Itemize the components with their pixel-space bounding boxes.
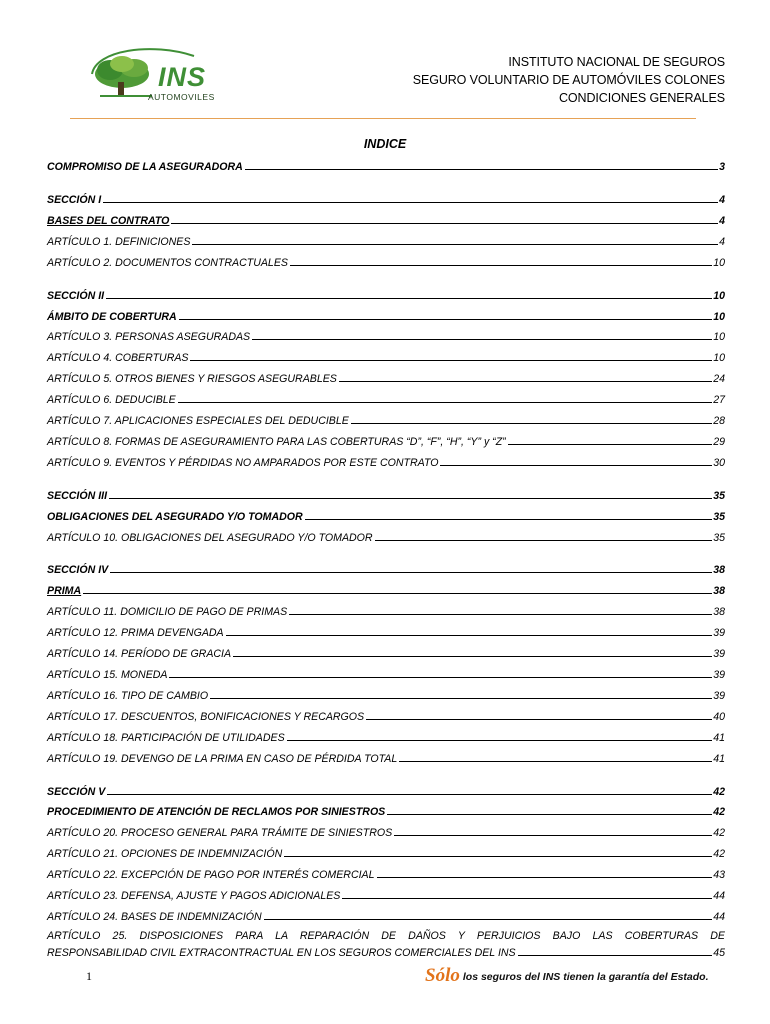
toc-entry-page: 24 — [713, 373, 725, 385]
toc-entry-label: ARTÍCULO 7. APLICACIONES ESPECIALES DEL DEDUCIBLE — [47, 415, 349, 427]
toc-entry-label: RESPONSABILIDAD CIVIL EXTRACONTRACTUAL EN LOS SEGUROS COMERCIALES DEL INS — [47, 947, 516, 959]
toc-entry-page: 38 — [713, 585, 725, 597]
toc-entry-page: 38 — [713, 606, 725, 618]
ins-logo — [82, 44, 232, 106]
toc-entry-label: ARTÍCULO 24. BASES DE INDEMNIZACIÓN — [47, 911, 262, 923]
toc-entry-label: ARTÍCULO 5. OTROS BIENES Y RIESGOS ASEGURABLES — [47, 373, 337, 385]
toc-entry-page: 4 — [719, 194, 725, 206]
toc-entry-label: COMPROMISO DE LA ASEGURADORA — [47, 161, 243, 173]
toc-entry-page: 42 — [713, 848, 725, 860]
toc-leader-line — [210, 698, 712, 699]
toc-entry-page: 45 — [713, 947, 725, 959]
toc-leader-line — [103, 202, 718, 203]
toc-entry-page: 35 — [713, 490, 725, 502]
toc-entry[interactable] — [47, 944, 725, 959]
toc-leader-line — [394, 835, 712, 836]
toc-leader-line — [178, 402, 712, 403]
toc-leader-line — [245, 169, 718, 170]
toc-entry[interactable] — [47, 233, 725, 248]
toc-entry[interactable] — [47, 687, 725, 702]
toc-leader-line — [284, 856, 712, 857]
toc-entry-page: 40 — [713, 711, 725, 723]
toc-entry-page: 42 — [713, 806, 725, 818]
footer-slogan — [425, 961, 709, 985]
toc-entry-page: 10 — [713, 290, 725, 302]
toc-entry[interactable] — [47, 158, 725, 173]
toc-leader-line — [375, 540, 713, 541]
toc-entry-article-25-line1: ARTÍCULO 25. DISPOSICIONES PARA LA REPARACIÓN DE DAÑOS Y PERJUICIOS BAJO LAS COBERTURAS DE — [47, 930, 725, 942]
toc-entry-label: ARTÍCULO 12. PRIMA DEVENGADA — [47, 627, 224, 639]
toc-entry[interactable] — [47, 529, 725, 544]
toc-entry-label: PROCEDIMIENTO DE ATENCIÓN DE RECLAMOS POR SINIESTROS — [47, 806, 386, 818]
toc-leader-line — [179, 319, 713, 320]
toc-leader-line — [83, 593, 712, 594]
toc-entry-label: SECCIÓN I — [47, 194, 102, 206]
toc-leader-line — [387, 814, 712, 815]
ins-logo-wordmark: INS — [158, 62, 207, 92]
toc-entry-label: ARTÍCULO 10. OBLIGACIONES DEL ASEGURADO Y/O TOMADOR — [47, 532, 373, 544]
toc-entry-label: ARTÍCULO 14. PERÍODO DE GRACIA — [47, 648, 232, 660]
toc-entry-page: 4 — [719, 215, 725, 227]
ins-logo-subtitle: AUTOMOVILES — [148, 92, 215, 102]
toc-entry-page: 30 — [713, 457, 725, 469]
toc-entry-page: 28 — [713, 415, 725, 427]
toc-entry-label: ARTÍCULO 20. PROCESO GENERAL PARA TRÁMITE DE SINIESTROS — [47, 827, 393, 839]
toc-entry-label: ARTÍCULO 9. EVENTOS Y PÉRDIDAS NO AMPARADOS POR ESTE CONTRATO — [47, 457, 439, 469]
toc-entry-page: 39 — [713, 648, 725, 660]
toc-entry[interactable] — [47, 349, 725, 364]
toc-leader-line — [518, 955, 713, 956]
toc-entry[interactable] — [47, 508, 725, 523]
toc-entry-label: ARTÍCULO 15. MONEDA — [47, 669, 168, 681]
toc-entry[interactable] — [47, 803, 725, 818]
header-document-type: CONDICIONES GENERALES — [559, 91, 725, 105]
toc-entry-page: 39 — [713, 669, 725, 681]
toc-entry[interactable] — [47, 845, 725, 860]
header-institution: INSTITUTO NACIONAL DE SEGUROS — [508, 55, 725, 69]
toc-entry-page: 44 — [713, 911, 725, 923]
toc-entry-label: ARTÍCULO 2. DOCUMENTOS CONTRACTUALES — [47, 257, 288, 269]
toc-entry[interactable] — [47, 391, 725, 406]
toc-entry-page: 41 — [713, 732, 725, 744]
toc-entry[interactable] — [47, 487, 725, 502]
toc-entry[interactable] — [47, 328, 725, 343]
toc-entry[interactable] — [47, 645, 725, 660]
toc-entry-page: 3 — [719, 161, 725, 173]
toc-entry-label: ARTÍCULO 1. DEFINICIONES — [47, 236, 191, 248]
toc-entry-page: 29 — [713, 436, 725, 448]
toc-entry-page: 44 — [713, 890, 725, 902]
toc-entry-label: ARTÍCULO 6. DEDUCIBLE — [47, 394, 176, 406]
toc-entry[interactable] — [47, 824, 725, 839]
toc-leader-line — [106, 298, 712, 299]
page-number: 1 — [86, 969, 92, 983]
toc-entry-label: ARTÍCULO 3. PERSONAS ASEGURADAS — [47, 331, 251, 343]
toc-entry-page: 42 — [713, 786, 725, 798]
toc-entry[interactable] — [47, 370, 725, 385]
toc-entry[interactable] — [47, 666, 725, 681]
toc-leader-line — [351, 423, 712, 424]
toc-entry-label: ARTÍCULO 8. FORMAS DE ASEGURAMIENTO PARA LAS COBERTURAS “D”, “F”, “H”, “Y” y “Z” — [47, 436, 506, 448]
toc-leader-line — [226, 635, 713, 636]
toc-entry[interactable] — [47, 783, 725, 798]
toc-entry[interactable] — [47, 433, 725, 448]
toc-entry-label: BASES DEL CONTRATO — [47, 215, 170, 227]
toc-entry[interactable] — [47, 212, 725, 227]
toc-leader-line — [508, 444, 712, 445]
toc-entry-page: 39 — [713, 627, 725, 639]
toc-entry[interactable] — [47, 412, 725, 427]
footer-solo-logo: Sólo — [425, 965, 460, 986]
header-product: SEGURO VOLUNTARIO DE AUTOMÓVILES COLONES — [412, 73, 725, 87]
toc-entry[interactable] — [47, 750, 725, 765]
toc-entry[interactable] — [47, 708, 725, 723]
toc-entry-label: ARTÍCULO 23. DEFENSA, AJUSTE Y PAGOS ADICIONALES — [47, 890, 341, 902]
toc-leader-line — [305, 519, 713, 520]
toc-entry[interactable] — [47, 603, 725, 618]
toc-entry-page: 35 — [713, 532, 725, 544]
toc-leader-line — [287, 740, 713, 741]
toc-entry[interactable] — [47, 624, 725, 639]
toc-entry-label: ARTÍCULO 16. TIPO DE CAMBIO — [47, 690, 209, 702]
toc-entry-page: 4 — [719, 236, 725, 248]
toc-leader-line — [252, 339, 712, 340]
header-divider — [70, 118, 696, 119]
toc-entry[interactable] — [47, 454, 725, 469]
toc-entry-page: 10 — [713, 257, 725, 269]
toc-entry-page: 10 — [713, 311, 725, 323]
toc-entry[interactable] — [47, 561, 725, 576]
toc-entry-label: SECCIÓN IV — [47, 564, 109, 576]
toc-entry-page: 35 — [713, 511, 725, 523]
toc-entry[interactable] — [47, 887, 725, 902]
toc-leader-line — [190, 360, 712, 361]
toc-entry[interactable] — [47, 308, 725, 323]
toc-entry-page: 10 — [713, 352, 725, 364]
index-title: INDICE — [363, 137, 407, 151]
toc-leader-line — [264, 919, 713, 920]
toc-leader-line — [289, 614, 712, 615]
toc-leader-line — [171, 223, 718, 224]
toc-entry-label: ARTÍCULO 21. OPCIONES DE INDEMNIZACIÓN — [47, 848, 283, 860]
toc-leader-line — [192, 244, 718, 245]
toc-leader-line — [109, 498, 712, 499]
toc-entry-label: ARTÍCULO 19. DEVENGO DE LA PRIMA EN CASO DE PÉRDIDA TOTAL — [47, 753, 398, 765]
toc-entry-page: 39 — [713, 690, 725, 702]
toc-leader-line — [233, 656, 712, 657]
toc-entry-label: PRIMA — [47, 585, 82, 597]
toc-entry[interactable] — [47, 254, 725, 269]
toc-entry[interactable] — [47, 582, 725, 597]
toc-entry[interactable] — [47, 866, 725, 881]
toc-entry-label: ARTÍCULO 11. DOMICILIO DE PAGO DE PRIMAS — [47, 606, 288, 618]
toc-entry[interactable] — [47, 191, 725, 206]
toc-entry[interactable] — [47, 729, 725, 744]
toc-entry-page: 42 — [713, 827, 725, 839]
toc-leader-line — [107, 794, 712, 795]
toc-entry-page: 41 — [713, 753, 725, 765]
toc-entry-label: OBLIGACIONES DEL ASEGURADO Y/O TOMADOR — [47, 511, 303, 523]
toc-entry-label: SECCIÓN II — [47, 290, 105, 302]
toc-entry-page: 43 — [713, 869, 725, 881]
toc-leader-line — [290, 265, 712, 266]
toc-entry-label: SECCIÓN III — [47, 490, 108, 502]
toc-entry-page: 10 — [713, 331, 725, 343]
toc-entry-page: 38 — [713, 564, 725, 576]
toc-leader-line — [342, 898, 712, 899]
toc-entry-label: ÁMBITO DE COBERTURA — [47, 311, 177, 323]
toc-leader-line — [169, 677, 712, 678]
footer-tagline: los seguros del INS tienen la garantía del Estado. — [462, 971, 709, 983]
toc-entry-label: ARTÍCULO 22. EXCEPCIÓN DE PAGO POR INTERÉS COMERCIAL — [47, 869, 375, 881]
toc-entry-label: ARTÍCULO 17. DESCUENTOS, BONIFICACIONES Y RECARGOS — [47, 711, 365, 723]
toc-entry[interactable] — [47, 908, 725, 923]
toc-leader-line — [110, 572, 712, 573]
toc-leader-line — [440, 465, 712, 466]
toc-leader-line — [339, 381, 712, 382]
toc-entry-label: SECCIÓN V — [47, 786, 106, 798]
toc-leader-line — [366, 719, 712, 720]
toc-entry-page: 27 — [713, 394, 725, 406]
toc-entry-label: ARTÍCULO 18. PARTICIPACIÓN DE UTILIDADES — [47, 732, 285, 744]
toc-entry-label: ARTÍCULO 4. COBERTURAS — [47, 352, 189, 364]
toc-leader-line — [399, 761, 712, 762]
toc-entry[interactable] — [47, 287, 725, 302]
toc-leader-line — [377, 877, 713, 878]
